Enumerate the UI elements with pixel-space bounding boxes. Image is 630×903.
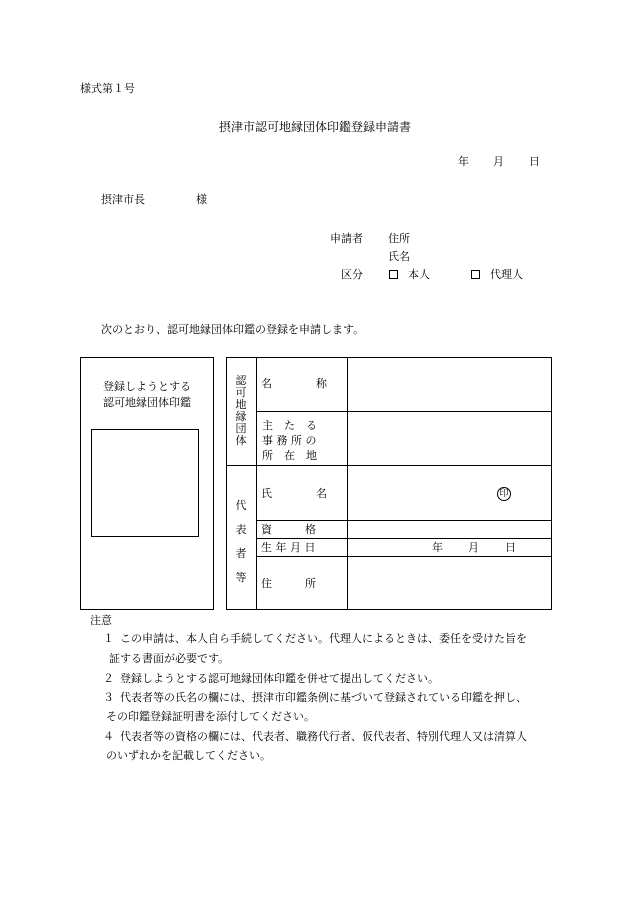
date-day: 日 xyxy=(529,155,540,168)
birthdate-label: 生 年 月 日 xyxy=(261,541,316,554)
date-year: 年 xyxy=(458,155,469,168)
office-address-label: 主 た る 事 務 所 の 所 在 地 xyxy=(262,419,317,462)
date-month: 月 xyxy=(493,155,504,168)
form-number: 様式第１号 xyxy=(80,82,135,95)
group-name-label: 名 称 xyxy=(261,377,327,390)
option-self[interactable] xyxy=(389,269,430,280)
self-checkbox[interactable] xyxy=(389,270,398,279)
addressee-name: 摂津市長 xyxy=(101,193,145,206)
rep-address-field[interactable] xyxy=(348,557,551,609)
rep-name-field[interactable] xyxy=(348,466,551,520)
birth-day: 日 xyxy=(505,541,516,554)
applicant-address-label: 住所 xyxy=(388,232,410,245)
category-label: 区分 xyxy=(341,268,363,281)
seal-panel-line1: 登録しようとする xyxy=(103,380,191,393)
rep-name-label: 氏 名 xyxy=(261,487,327,500)
notes-heading: 注意 xyxy=(90,614,112,627)
applicant-name-label: 氏名 xyxy=(388,250,410,263)
group-vertical-label: 認 可 地 縁 団 体 xyxy=(235,374,247,447)
birth-month: 月 xyxy=(468,541,479,554)
page-title: 摂津市認可地縁団体印鑑登録申請書 xyxy=(218,120,411,134)
representative-vertical-label: 代 表 者 等 xyxy=(235,499,247,584)
intro-text: 次のとおり、認可地縁団体印鑑の登録を申請します。 xyxy=(101,323,365,336)
option-self-label: 本人 xyxy=(408,268,430,281)
group-name-field[interactable] xyxy=(348,358,551,411)
applicant-label: 申請者 xyxy=(330,232,363,245)
qualification-label: 資 格 xyxy=(261,523,316,536)
addressee-honorific: 様 xyxy=(196,193,207,206)
office-address-field[interactable] xyxy=(348,412,551,465)
birth-year: 年 xyxy=(432,541,443,554)
option-agent[interactable] xyxy=(471,269,523,280)
seal-mark-icon: 印 xyxy=(497,487,511,501)
seal-panel-line2: 認可地縁団体印鑑 xyxy=(103,396,191,409)
rep-address-label: 住 所 xyxy=(261,577,316,590)
qualification-field[interactable] xyxy=(348,521,551,538)
option-agent-label: 代理人 xyxy=(490,268,523,281)
seal-impression-box[interactable] xyxy=(91,429,199,537)
birthdate-field[interactable] xyxy=(348,539,551,556)
agent-checkbox[interactable] xyxy=(471,270,480,279)
